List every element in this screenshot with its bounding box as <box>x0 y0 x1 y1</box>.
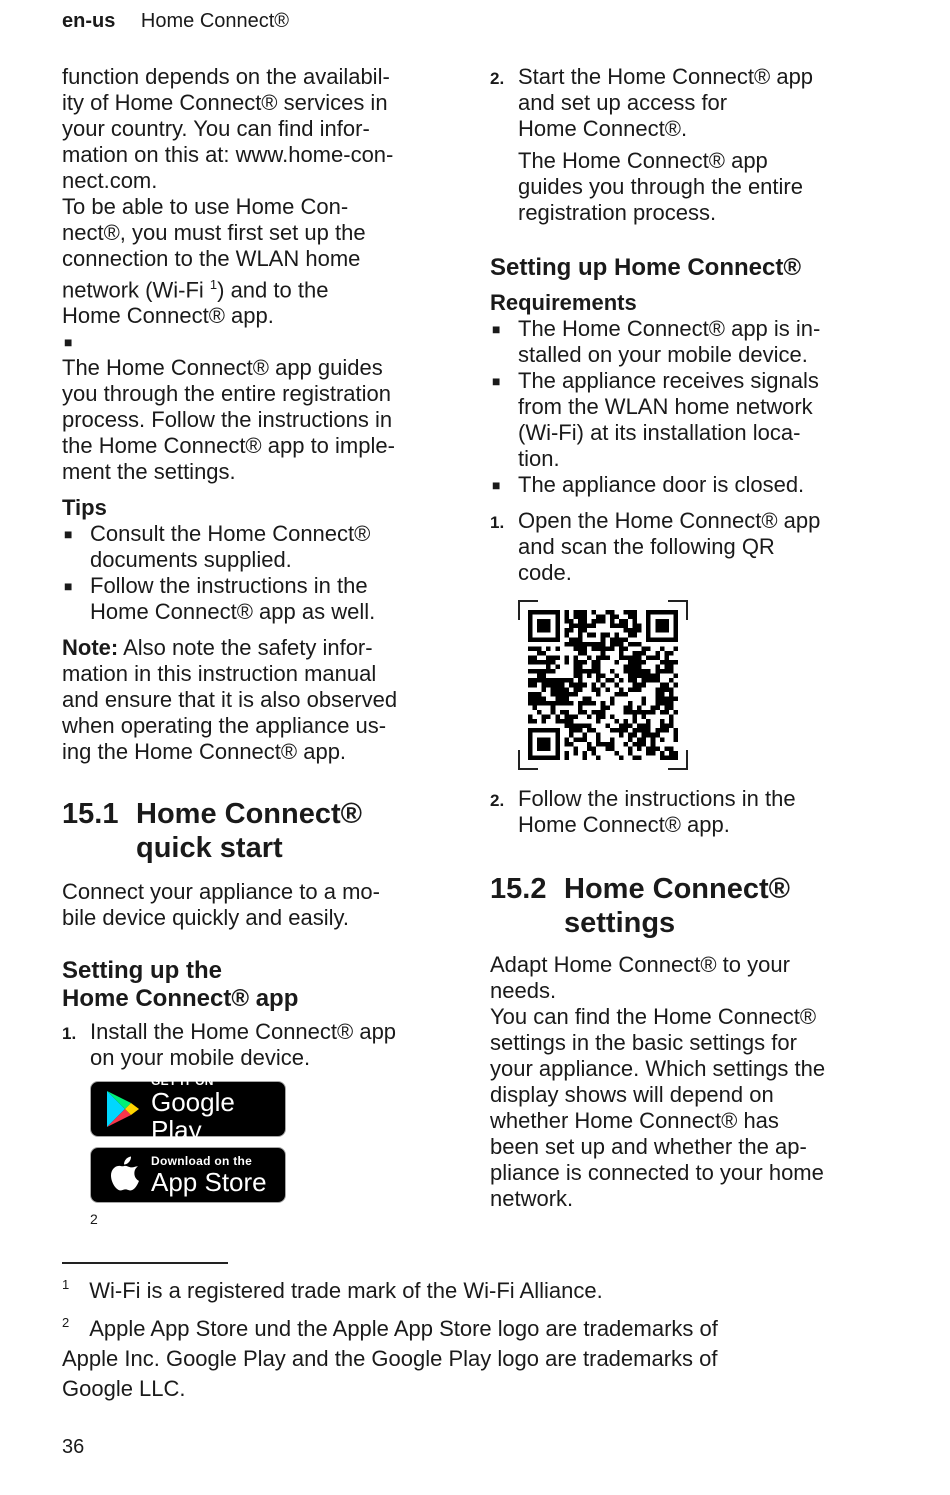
footnote-1 <box>62 1276 882 1306</box>
footnote-2 <box>62 1314 882 1404</box>
page-header <box>62 9 289 33</box>
app-steps <box>62 1019 447 1071</box>
apple-icon <box>107 1155 141 1195</box>
requirements-label: Requirements <box>490 290 637 315</box>
step-text: Follow the instructions in the Home Connect® app. <box>518 786 796 837</box>
step-text: Open the Home Connect® app and scan the following QR code. <box>518 508 821 585</box>
note-text: Also note the safety infor- mation in this instruction manual and ensure that it is also observed when operating the appliance us- ing the Home Connect® app. <box>62 635 398 765</box>
setup-text-post: ) and to the Home Connect® app. <box>62 277 329 329</box>
badge-footnote-ref: 2 <box>90 1211 98 1228</box>
google-badge-big: Google Play <box>151 1086 235 1145</box>
app-step-item <box>62 1019 447 1071</box>
note-label: Note: <box>62 635 119 661</box>
step-text: Install the Home Connect® app on your mobile device. <box>90 1019 397 1071</box>
requirement-item: ■ The appliance receives signals from the WLAN home network (Wi-Fi) at its installation loca- tion. <box>490 368 882 472</box>
home-connect-setup-heading: Setting up Home Connect® <box>490 254 802 281</box>
footnote-text: Apple App Store und the Apple App Store logo are trademarks of Apple Inc. Google Play and the Google Play logo are trademarks of Google LLC. <box>62 1316 718 1401</box>
page-number: 36 <box>62 1436 85 1458</box>
step-number: 1. <box>490 513 505 532</box>
google-play-badge[interactable] <box>90 1073 286 1145</box>
footnote-number: 1 <box>62 1277 70 1292</box>
right-column <box>490 64 882 1212</box>
store-badges <box>90 1073 447 1228</box>
footnote-ref-1: 1 <box>209 277 218 292</box>
apple-badge-small: Download on the <box>151 1153 253 1168</box>
step-number: 2. <box>490 791 505 810</box>
section-number: 15.2 <box>490 873 547 905</box>
section-15-1-heading <box>62 797 447 865</box>
footnotes <box>62 1262 882 1404</box>
section-intro: Connect your appliance to a mo- bile device quickly and easily. <box>62 879 380 931</box>
footnote-text: Wi-Fi is a registered trade mark of the Wi-Fi Alliance. <box>89 1278 603 1303</box>
app-store-badge[interactable] <box>90 1147 286 1203</box>
step-number: 1. <box>62 1024 77 1044</box>
bullet-marker: ■ <box>64 334 73 351</box>
access-steps <box>490 64 882 226</box>
footnote-number: 2 <box>62 1315 70 1330</box>
header-title: Home Connect® <box>140 10 290 32</box>
step-subtext: The Home Connect® app guides you through the entire registration process. <box>518 148 803 225</box>
google-play-icon <box>105 1090 141 1128</box>
requirement-item: ■ The appliance door is closed. <box>490 472 882 498</box>
section-number: 15.1 <box>62 798 119 831</box>
qr-code-icon <box>528 610 678 760</box>
qr-code-frame <box>518 600 688 770</box>
intro-paragraph: function depends on the availabil- ity of Home Connect® services in your country. You can find infor- mation on this at: www.home-con- nect.com. <box>62 64 394 193</box>
tips-label: Tips <box>62 495 107 521</box>
app-setup-heading: Setting up the Home Connect® app <box>62 957 299 1013</box>
setup-paragraph <box>62 194 447 329</box>
step-number: 2. <box>490 69 505 88</box>
settings-paragraph: You can find the Home Connect® settings in the basic settings for your appliance. Which settings the display shows will depend on whether Home Connect® has been set up and whether the ap- pliance is connected to your home network. <box>490 1004 826 1211</box>
section-15-2-heading <box>490 872 882 940</box>
section-title: Home Connect® quick start <box>136 798 362 865</box>
setup-text-pre: To be able to use Home Con- nect®, you must first set up the connection to the WLAN home network (Wi-Fi <box>62 194 366 303</box>
apple-badge-big: App Store <box>151 1166 267 1197</box>
footnote-divider <box>62 1262 228 1264</box>
left-column <box>62 64 447 1227</box>
access-step-item <box>490 64 882 226</box>
step-text: Start the Home Connect® app and set up access for Home Connect®. <box>518 64 814 141</box>
qr-step-item <box>490 508 882 770</box>
tip-item: ■ Follow the instructions in the Home Connect® app as well. <box>62 573 447 625</box>
section-title: Home Connect® settings <box>564 873 790 939</box>
follow-step-item <box>490 786 882 838</box>
follow-steps <box>490 786 882 838</box>
note-paragraph <box>62 635 447 765</box>
tips-list <box>62 521 447 625</box>
settings-intro: Adapt Home Connect® to your needs. <box>490 952 790 1003</box>
requirements-list <box>490 316 882 498</box>
requirement-item: ■ The Home Connect® app is in- stalled on your mobile device. <box>490 316 882 368</box>
google-badge-small: GET IT ON <box>151 1073 214 1088</box>
qr-steps <box>490 508 882 770</box>
language-code: en-us <box>62 10 116 32</box>
guide-paragraph: The Home Connect® app guides you through the entire registration process. Follow the instructions in the Home Connect® app to imple- ment the settings. <box>62 355 395 485</box>
tip-item: ■ Consult the Home Connect® documents supplied. <box>62 521 447 573</box>
